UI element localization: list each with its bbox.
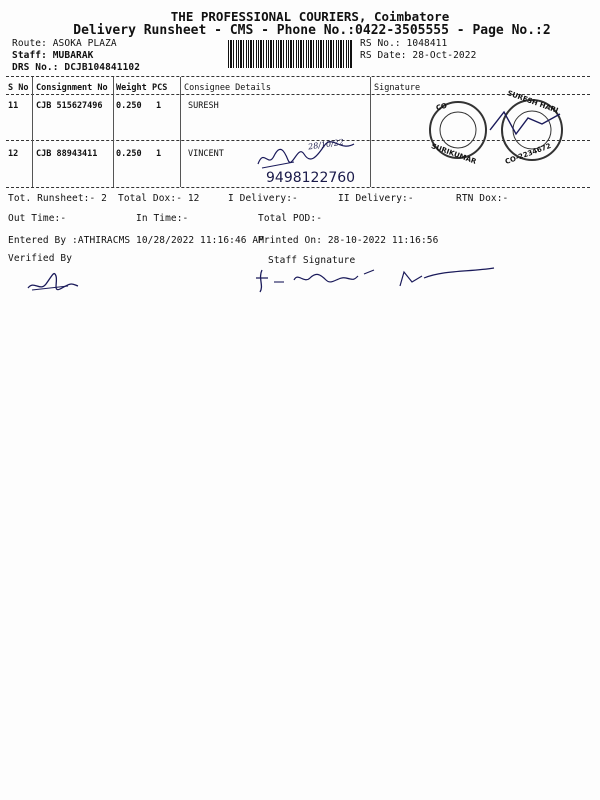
col-divider <box>32 77 33 187</box>
col-header-consignee: Consignee Details <box>184 83 271 93</box>
table-bottom-line <box>6 187 590 188</box>
barcode <box>228 40 352 68</box>
staff-signature-label: Staff Signature <box>268 255 356 266</box>
runsheet-subtitle: Delivery Runsheet - CMS - Phone No.:0422-3505555 - Page No.:2 <box>73 23 551 38</box>
row-consignment-no: CJB 88943411 <box>36 149 98 159</box>
i-delivery: I Delivery:- <box>228 193 298 204</box>
staff-signature-scribble <box>254 264 504 294</box>
handwritten-phone: 9498122760 <box>266 170 356 186</box>
stamp-outer-text: SURESH HARI <box>506 89 560 115</box>
col-divider <box>113 77 114 187</box>
stamp-text-left: SURIKUMAR <box>430 142 478 166</box>
col-header-consignment: Consignment No <box>36 83 108 93</box>
col-header-signature: Signature <box>374 83 421 93</box>
col-divider <box>180 77 181 187</box>
route-label: Route: ASOKA PLAZA <box>12 38 117 49</box>
verifier-signature-scribble <box>22 266 82 298</box>
row-pcs: 1 <box>156 101 162 111</box>
table-top-line <box>6 76 590 77</box>
col-header-weight: Weight <box>116 83 147 93</box>
col-header-pcs: PCS <box>152 83 168 93</box>
verified-by: Verified By <box>8 253 73 264</box>
ii-delivery: II Delivery:- <box>338 193 414 204</box>
entered-by: Entered By :ATHIRACMS 10/28/2022 11:16:46 AM <box>8 235 265 246</box>
row-consignment-no: CJB 515627496 <box>36 101 103 111</box>
row-weight: 0.250 <box>116 149 142 159</box>
staff-label: Staff: MUBARAK <box>12 50 94 61</box>
handwritten-date: 28/10/22 <box>307 137 345 152</box>
row-sno: 11 <box>8 101 19 111</box>
col-header-sno: S No <box>8 83 29 93</box>
drs-number: DRS No.: DCJB104841102 <box>12 62 141 73</box>
out-time: Out Time:- <box>8 213 67 224</box>
rs-date: RS Date: 28-Oct-2022 <box>360 50 477 61</box>
tot-runsheet: Tot. Runsheet:- 2 <box>8 193 107 204</box>
row-consignee: SURESH <box>188 101 219 111</box>
stamp-inner-text: CO <box>435 101 448 113</box>
total-dox: Total Dox:- 12 <box>118 193 200 204</box>
row-consignee: VINCENT <box>188 149 224 159</box>
printed-on: Printed On: 28-10-2022 11:16:56 <box>258 235 439 246</box>
row-weight: 0.250 <box>116 101 142 111</box>
stamp-code: CO-2234672 <box>504 141 553 167</box>
company-title: THE PROFESSIONAL COURIERS, Coimbatore <box>170 9 450 24</box>
rs-number: RS No.: 1048411 <box>360 38 448 49</box>
row-pcs: 1 <box>156 149 162 159</box>
row-sno: 12 <box>8 149 19 159</box>
col-divider <box>370 77 371 187</box>
in-time: In Time:- <box>136 213 189 224</box>
total-pod: Total POD:- <box>258 213 323 224</box>
rtn-dox: RTN Dox:- <box>456 193 509 204</box>
